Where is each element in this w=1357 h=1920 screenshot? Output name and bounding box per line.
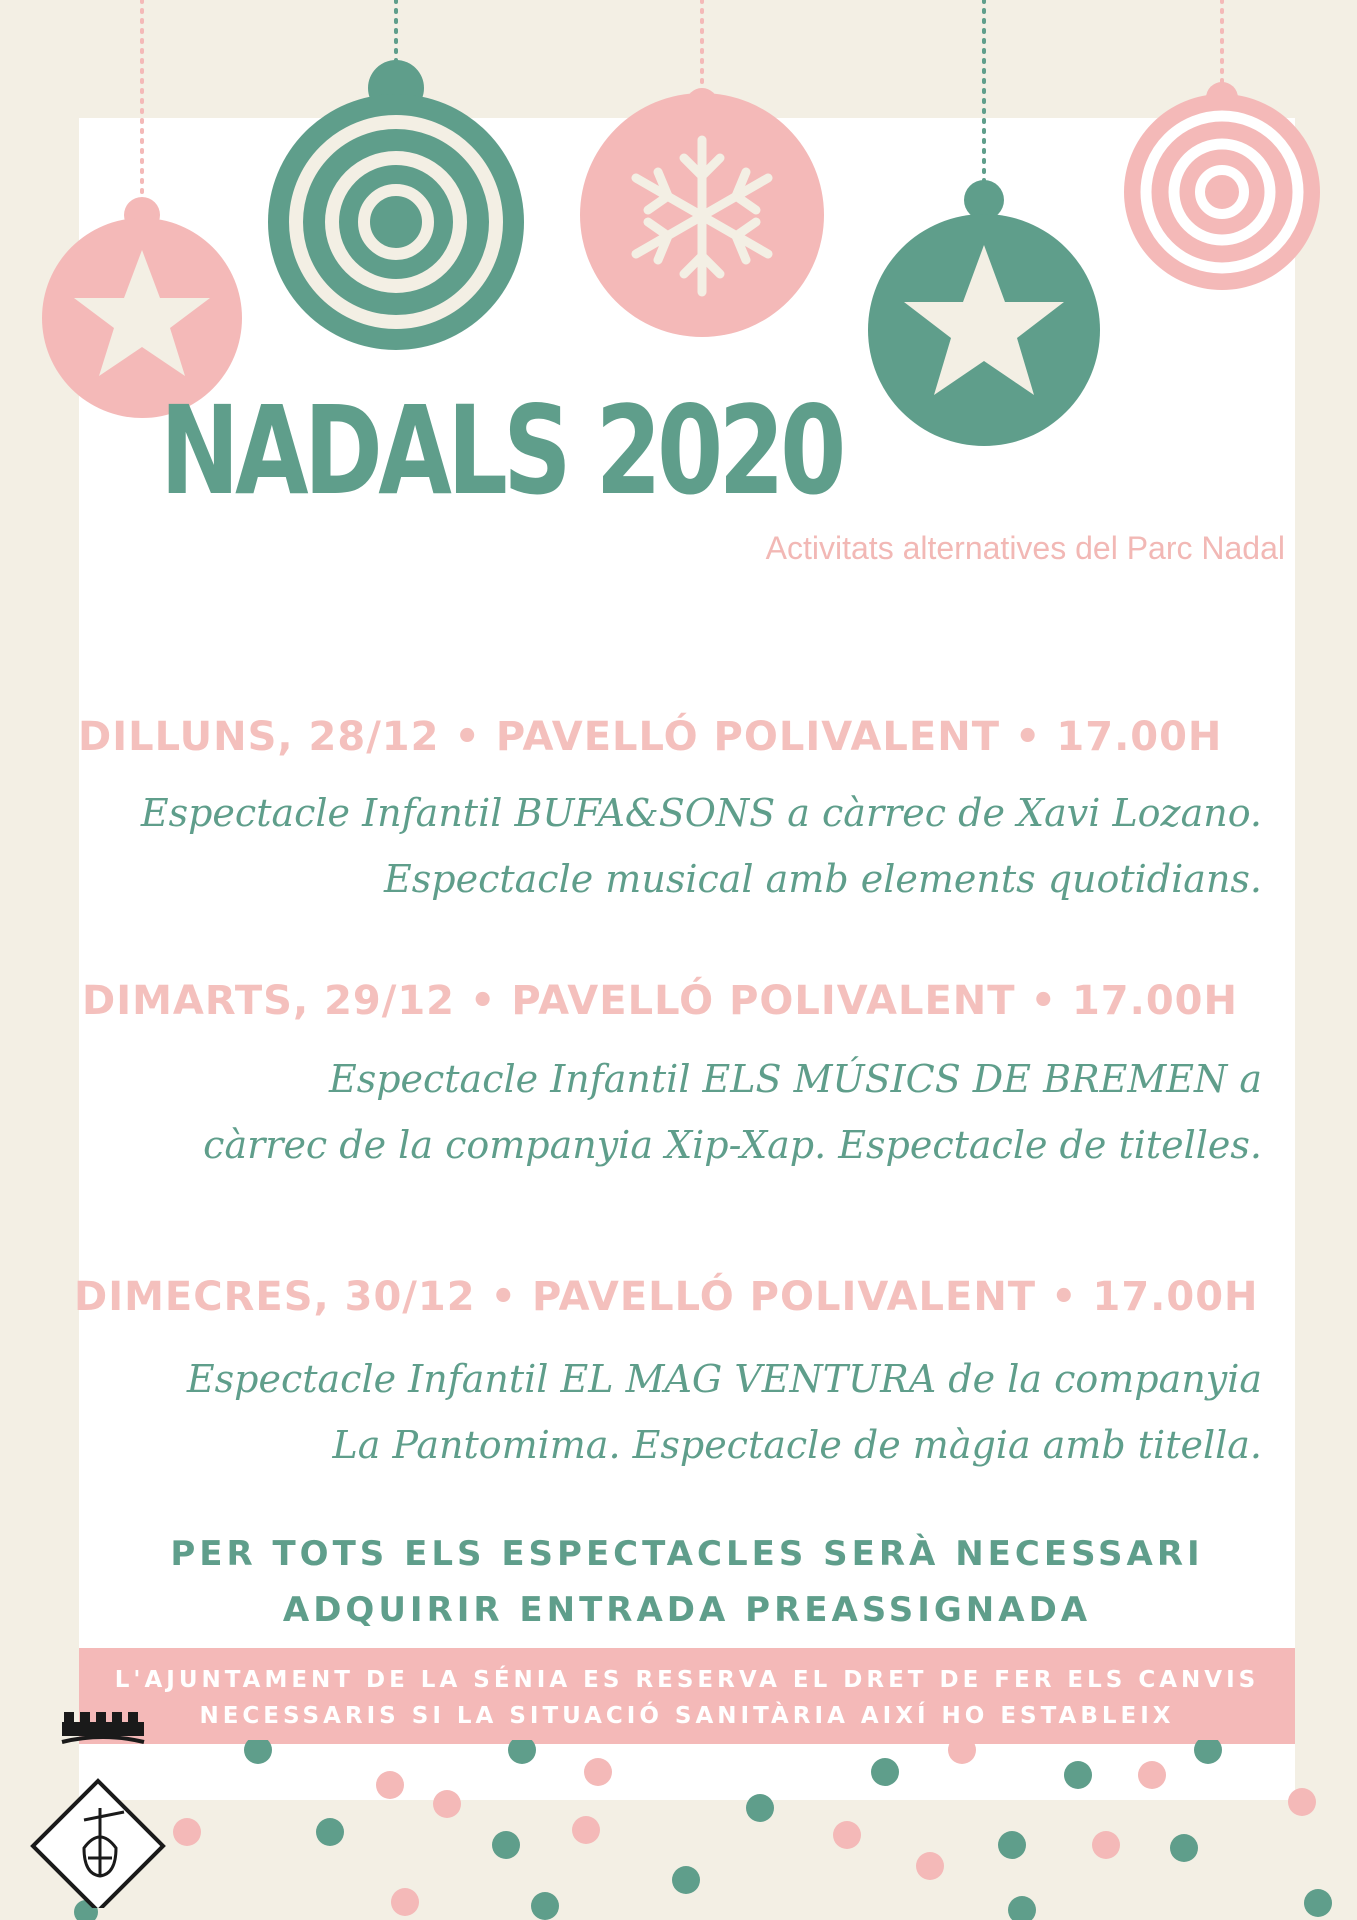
- event-heading-2: DIMARTS, 29/12 • PAVELLÓ POLIVALENT • 17.00H: [82, 978, 1238, 1024]
- confetti-dot: [244, 1740, 272, 1764]
- disclaimer-banner: [79, 1648, 1295, 1744]
- confetti-dot: [531, 1892, 559, 1920]
- confetti-dot: [833, 1821, 861, 1849]
- notice-line: ADQUIRIR ENTRADA PREASSIGNADA: [282, 1590, 1092, 1630]
- event-description-line: Espectacle Infantil BUFA&SONS a càrrec de Xavi Lozano.: [140, 791, 1262, 835]
- event-description-line: La Pantomima. Espectacle de màgia amb titella.: [332, 1423, 1262, 1467]
- confetti-dot: [1194, 1740, 1222, 1764]
- poster-subtitle: Activitats alternatives del Parc Nadal: [765, 530, 1285, 566]
- confetti-dot: [1288, 1788, 1316, 1816]
- confetti-dot: [1170, 1834, 1198, 1862]
- ticket-notice: [79, 1526, 1295, 1638]
- event-description-line: Espectacle Infantil ELS MÚSICS DE BREMEN a: [328, 1057, 1262, 1101]
- star-ornament-icon: [868, 180, 1100, 446]
- disclaimer-line: L'AJUNTAMENT DE LA SÉNIA ES RESERVA EL DRET DE FER ELS CANVIS: [114, 1667, 1260, 1693]
- confetti-dot: [1092, 1831, 1120, 1859]
- event-heading-1: DILLUNS, 28/12 • PAVELLÓ POLIVALENT • 17.00H: [78, 714, 1223, 760]
- confetti-dot: [391, 1888, 419, 1916]
- confetti-dot: [433, 1790, 461, 1818]
- confetti-dot: [1008, 1896, 1036, 1920]
- confetti-dot: [871, 1758, 899, 1786]
- confetti-dots: [0, 1740, 1357, 1920]
- disclaimer-line: NECESSARIS SI LA SITUACIÓ SANITÀRIA AIXÍ HO ESTABLEIX: [199, 1703, 1175, 1729]
- confetti-dot: [1138, 1761, 1166, 1789]
- spiral-ornament-icon: [268, 60, 524, 350]
- confetti-dot: [998, 1831, 1026, 1859]
- confetti-dot: [584, 1758, 612, 1786]
- event-description-line: càrrec de la companyia Xip-Xap. Espectacle de titelles.: [203, 1123, 1262, 1167]
- confetti-dot: [916, 1852, 944, 1880]
- poster-title: NADALS 2020: [160, 380, 842, 522]
- notice-line: PER TOTS ELS ESPECTACLES SERÀ NECESSARI: [170, 1534, 1204, 1574]
- confetti-dot: [316, 1818, 344, 1846]
- confetti-dot: [948, 1740, 976, 1764]
- event-description-3: [112, 1346, 1262, 1478]
- confetti-dot: [1064, 1761, 1092, 1789]
- spiral-ornament-icon: [1124, 82, 1320, 290]
- event-description-line: Espectacle Infantil EL MAG VENTURA de la companyia: [186, 1357, 1262, 1401]
- disclaimer-text: [79, 1662, 1295, 1734]
- confetti-dot: [376, 1771, 404, 1799]
- town-coat-of-arms-icon: [28, 1708, 178, 1908]
- confetti-dot: [1304, 1889, 1332, 1917]
- confetti-dot: [508, 1740, 536, 1764]
- event-heading-3: DIMECRES, 30/12 • PAVELLÓ POLIVALENT • 17.00H: [74, 1274, 1259, 1320]
- confetti-dot: [492, 1831, 520, 1859]
- event-description-1: [112, 780, 1262, 912]
- event-description-line: Espectacle musical amb elements quotidians.: [384, 857, 1262, 901]
- confetti-dot: [672, 1866, 700, 1894]
- event-description-2: [112, 1046, 1262, 1178]
- confetti-dot: [746, 1794, 774, 1822]
- snowflake-ornament-icon: [580, 88, 824, 337]
- confetti-dot: [572, 1816, 600, 1844]
